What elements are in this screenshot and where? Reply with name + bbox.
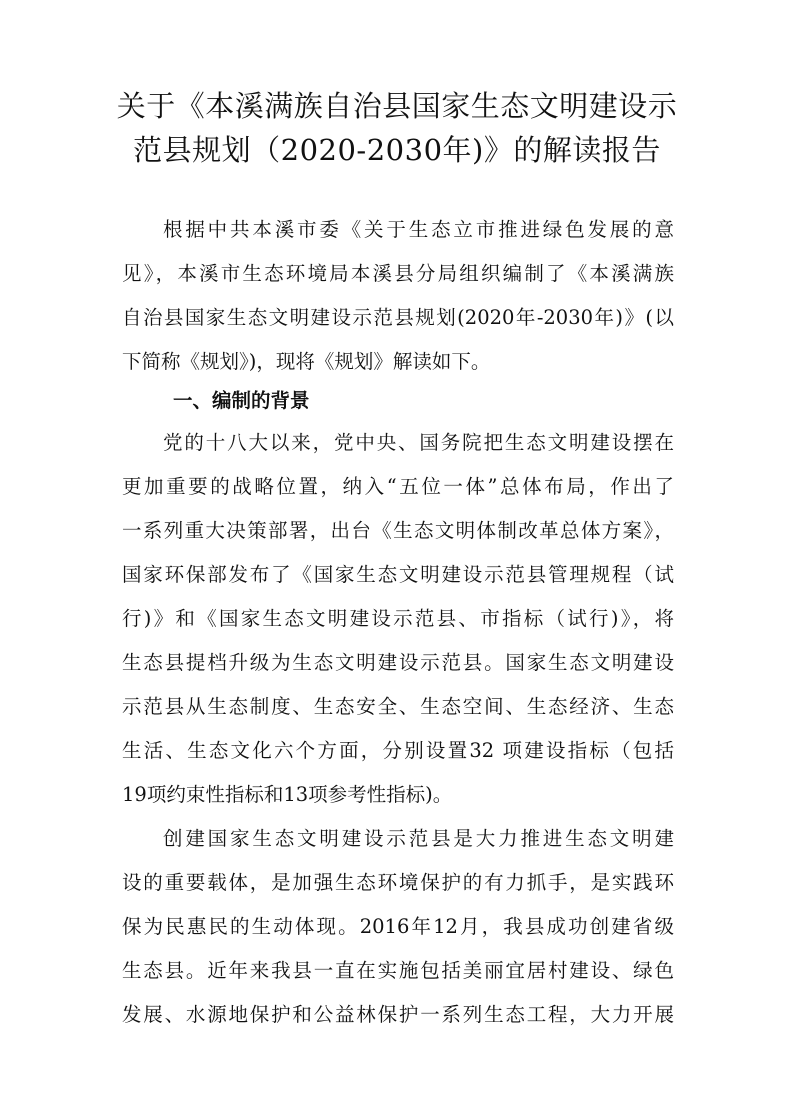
paragraph-1-line-4: 国家环保部发布了《国家生态文明建设示范县管理规程（试 (122, 563, 674, 586)
paragraph-2-line-3: 保为民惠民的生动体现。2016年12月，我县成功创建省级 (122, 915, 674, 938)
paragraph-1-line-7: 示范县从生态制度、生态安全、生态空间、生态经济、生态 (122, 695, 674, 718)
document-title-line-1: 关于《本溪满族自治县国家生态文明建设示 (116, 89, 678, 123)
paragraph-1-line-8: 生活、生态文化六个方面，分别设置32 项建设指标（包括 (122, 739, 674, 762)
paragraph-1-line-6: 生态县提档升级为生态文明建设示范县。国家生态文明建设 (122, 651, 674, 674)
intro-line-4: 下简称《规划》)，现将《规划》解读如下。 (122, 350, 491, 373)
intro-line-1: 根据中共本溪市委《关于生态立市推进绿色发展的意 (163, 218, 674, 241)
paragraph-2-line-2: 设的重要载体，是加强生态环境保护的有力抓手，是实践环 (122, 871, 674, 894)
paragraph-2-line-1: 创建国家生态文明建设示范县是大力推进生态文明建 (163, 827, 674, 850)
paragraph-1-line-3: 一系列重大决策部署，出台《生态文明体制改革总体方案》， (122, 519, 674, 542)
section-heading-background: 一、编制的背景 (173, 389, 310, 412)
paragraph-1-line-2: 更加重要的战略位置，纳入“五位一体”总体布局，作出了 (122, 475, 674, 498)
document-title-line-2: 范县规划（2020-2030年)》的解读报告 (133, 133, 661, 167)
paragraph-2-line-5: 发展、水源地保护和公益林保护一系列生态工程，大力开展 (122, 1003, 674, 1026)
paragraph-2-line-4: 生态县。近年来我县一直在实施包括美丽宜居村建设、绿色 (122, 959, 674, 982)
paragraph-1-line-5: 行)》和《国家生态文明建设示范县、市指标（试行)》，将 (122, 607, 674, 630)
paragraph-1-line-9: 19项约束性指标和13项参考性指标)。 (122, 783, 453, 806)
intro-line-3: 自治县国家生态文明建设示范县规划(2020年-2030年)》(以 (122, 306, 674, 329)
intro-line-2: 见》，本溪市生态环境局本溪县分局组织编制了《本溪满族 (122, 262, 674, 285)
paragraph-1-line-1: 党的十八大以来，党中央、国务院把生态文明建设摆在 (163, 431, 674, 454)
